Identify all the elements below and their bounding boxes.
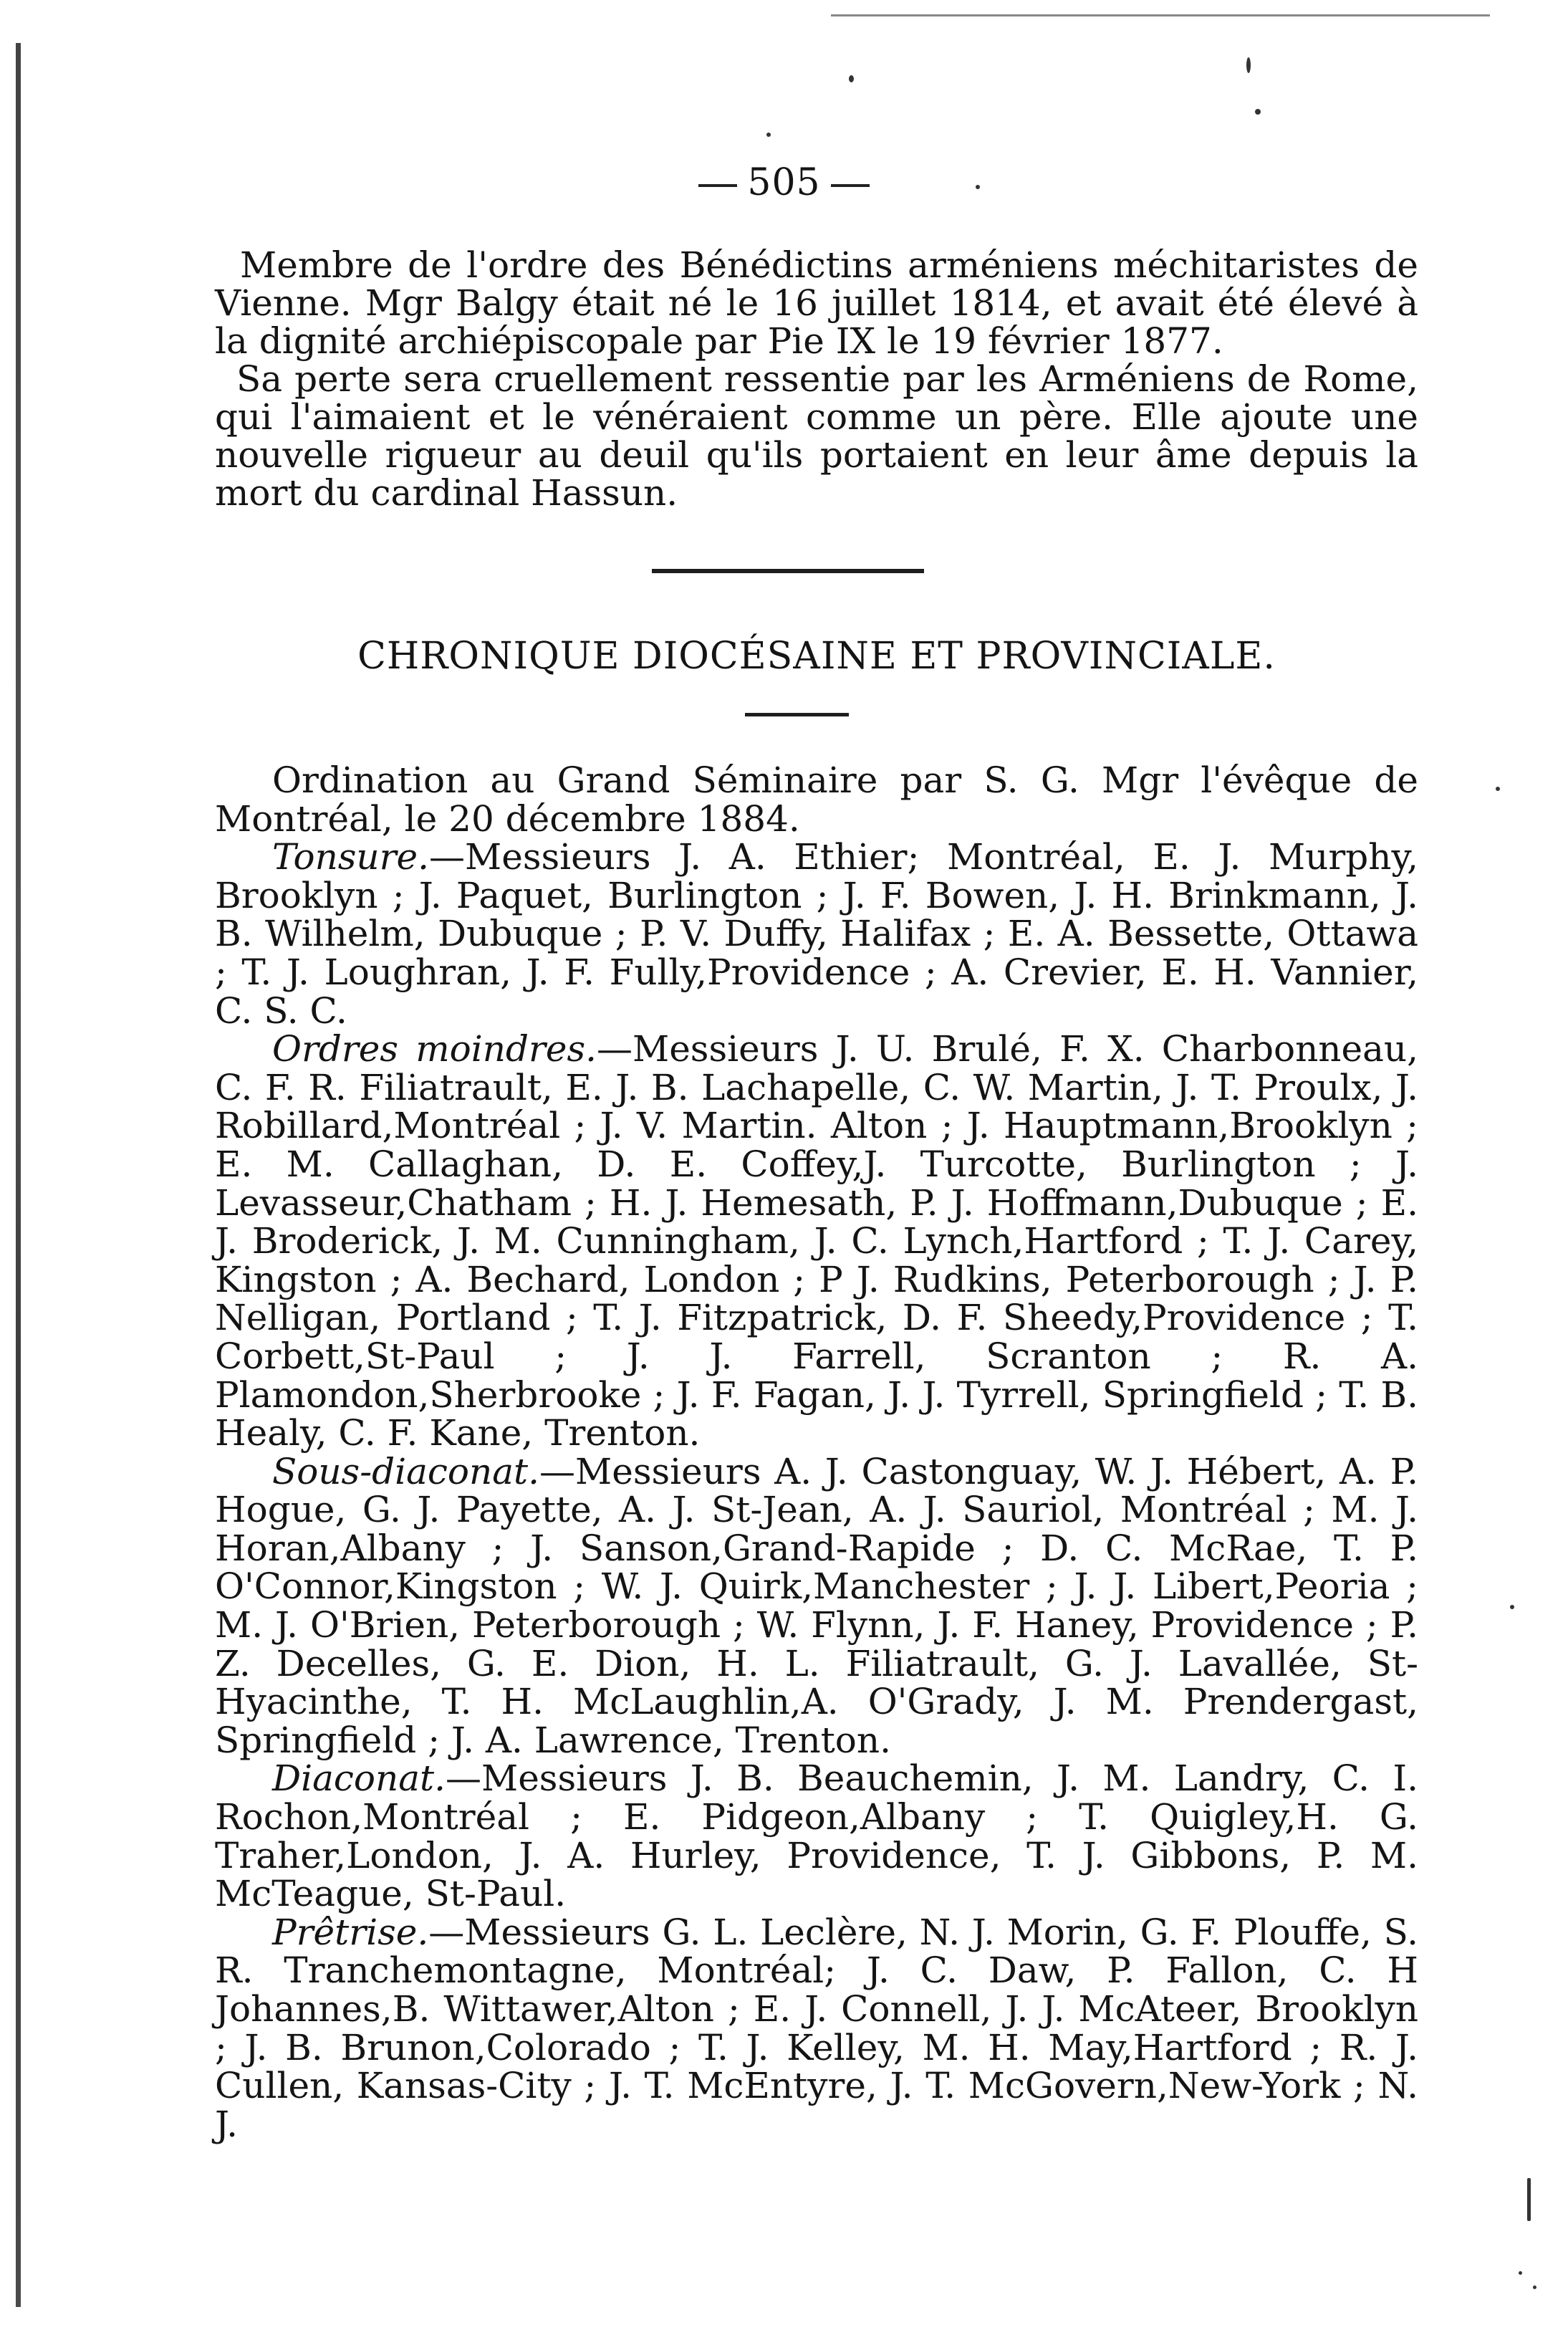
entry-text: —Messieurs J. B. Beauchemin, J. M. Landry, C. I. Rochon,Montréal ; E. Pidgeon,Albany ; T. Quigley,H. G. Traher,London, J. A. Hurley, Providence, T. J. Gibbons, P. M. McTeague, St-Paul. [215,1757,1418,1915]
page-top-rule [831,14,1490,16]
chronicle-body [215,759,1418,2145]
scan-speck [1255,109,1261,115]
intro-text [215,246,1418,512]
intro-paragraph: Membre de l'ordre des Bénédictins arméniens méchitaristes de Vienne. Mgr Balgy était né le 16 juillet 1814, et avait été élevé à la dignité archiépiscopale par Pie IX le 19 février 1877. [215,244,1418,362]
entry-text: —Messieurs J. A. Ethier; Montréal, E. J. Murphy, Brooklyn ; J. Paquet, Burlington ; J. F. Bowen, J. H. Brinkmann, J. B. Wilhelm, Dubuque ; P. V. Duffy, Halifax ; E. A. Bessette, Ottawa ; T. J. Loughran, J. F. Fully,Providence ; A. Crevier, E. H. Vannier, C. S. C. [215,836,1418,1032]
entry-label: Prêtrise. [272,1911,429,1953]
entry-sous-diaconat [215,1450,1418,1761]
dash-left [698,184,737,187]
entry-text: —Messieurs A. J. Castonguay, W. J. Hébert, A. P. Hogue, G. J. Payette, A. J. St-Jean, A. J. Sauriol, Montréal ; M. J. Horan,Albany ; J. Sanson,Grand-Rapide ; D. C. McRae, T. P. O'Connor,Kingston ; W. J. Quirk,Manchester ; J. J. Libert,Peoria ; M. J. O'Brien, Peterborough ; W. Flynn, J. F. Haney, Providence ; P. Z. Decelles, G. E. Dion, H. L. Filiatrault, G. J. Lavallée, St-Hyacinthe, T. H. McLaughlin,A. O'Grady, J. M. Prendergast, Springfield ; J. A. Lawrence, Trenton. [215,1450,1418,1761]
entry-text: —Messieurs J. U. Brulé, F. X. Charbonneau, C. F. R. Filiatrault, E. J. B. Lachapelle, C. W. Martin, J. T. Proulx, J. Robillard,Montréal ; J. V. Martin. Alton ; J. Hauptmann,Brooklyn ; E. M. Callaghan, D. E. Coffey,J. Turcotte, Burlington ; J. Levasseur,Chatham ; H. J. Hemesath, P. J. Hoffmann,Dubuque ; E. J. Broderick, J. M. Cunningham, J. C. Lynch,Hartford ; T. J. Carey, Kingston ; A. Bechard, London ; P J. Rudkins, Peterborough ; J. P. Nelligan, Portland ; T. J. Fitzpatrick, D. F. Sheedy,Providence ; T. Corbett,St-Paul ; J. J. Farrell, Scranton ; R. A. Plamondon,Sherbrooke ; J. F. Fagan, J. J. Tyrrell, Springfield ; T. B. Healy, C. F. Kane, Trenton. [215,1028,1418,1454]
entry-label: Ordres moindres. [272,1028,597,1070]
section-divider-long [652,569,924,573]
page-number-value: 505 [747,161,821,204]
entry-tonsure [215,838,1418,1030]
section-heading: CHRONIQUE DIOCÉSAINE ET PROVINCIALE. [357,635,1276,678]
ordination-intro: Ordination au Grand Séminaire par S. G. Mgr l'évêque de Montréal, le 20 décembre 1884. [215,759,1418,840]
scan-speck [849,75,854,82]
entry-label: Diaconat. [272,1757,446,1800]
entry-label: Sous-diaconat. [272,1450,540,1492]
scan-speck [766,133,771,137]
scan-speck [1533,2286,1536,2289]
scan-speck [1510,1605,1514,1609]
section-divider-short [745,713,849,716]
entry-text: —Messieurs G. L. Leclère, N. J. Morin, G. F. Plouffe, S. R. Tranchemontagne, Montréal; J. C. Daw, P. Fallon, C. H Johannes,B. Wittawer,Alton ; E. J. Connell, J. J. McAteer, Brooklyn ; J. B. Brunon,Colorado ; T. J. Kelley, M. H. May,Hartford ; R. J. Cullen, Kansas-City ; J. T. McEntyre, J. T. McGovern,New-York ; N. J. [215,1911,1418,2145]
scan-speck [1496,787,1500,791]
intro-paragraph: Sa perte sera cruellement ressentie par les Arméniens de Rome, qui l'aimaient et le vénéraient comme un père. Elle ajoute une nouvelle rigueur au deuil qu'ils portaient en leur âme depuis la mort du cardinal Hassun. [215,358,1418,514]
entry-label: Tonsure. [272,836,430,878]
binding-shadow [16,43,21,2307]
entry-pretrise [215,1911,1418,2145]
dash-right [831,184,870,187]
scan-speck [1519,2271,1522,2275]
page-number [0,161,1568,204]
entry-ordres-moindres [215,1030,1418,1453]
entry-diaconat [215,1757,1418,1915]
scan-speck [1527,2178,1531,2221]
scan-speck [1246,57,1251,73]
